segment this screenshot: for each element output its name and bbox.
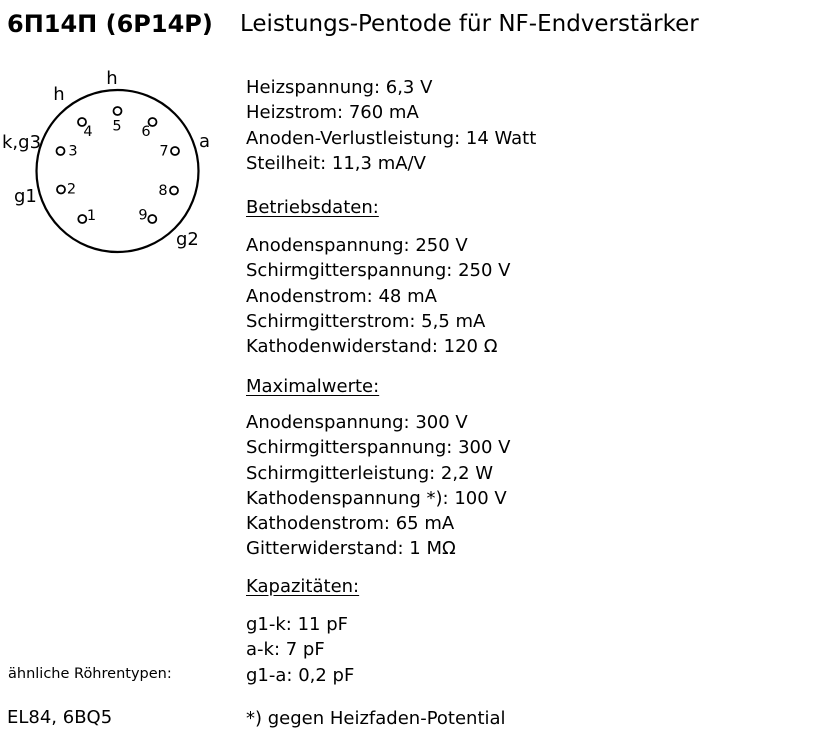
spec-separator: : bbox=[383, 513, 396, 535]
spec-label: Steilheit bbox=[246, 152, 321, 174]
spec-value: 6,3 V bbox=[385, 77, 433, 98]
pin-4-number: 4 bbox=[83, 124, 93, 140]
footnote: *) gegen Heizfaden-Potential bbox=[246, 708, 506, 729]
section-heading-maximalwerte: Maximalwerte: bbox=[246, 376, 380, 397]
spec-value: 5,5 mA bbox=[421, 310, 486, 332]
spec-value: 14 Watt bbox=[465, 127, 537, 149]
betriebsdaten-specs bbox=[246, 233, 510, 359]
spec-separator: : bbox=[397, 538, 410, 560]
spec-row bbox=[246, 410, 510, 435]
general-specs bbox=[246, 75, 536, 176]
pin-8-circle bbox=[170, 187, 178, 195]
spec-label: g1-a bbox=[246, 664, 287, 686]
maximalwerte-specs bbox=[246, 410, 510, 562]
spec-label: Schirmgitterleistung bbox=[246, 462, 430, 484]
pin-7-number: 7 bbox=[159, 143, 169, 160]
spec-row bbox=[246, 284, 510, 309]
pin-label-g1: g1 bbox=[14, 186, 37, 207]
spec-row bbox=[246, 309, 510, 334]
spec-separator: : bbox=[286, 664, 299, 686]
spec-value: 250 V bbox=[415, 235, 468, 256]
spec-value: 120 Ω bbox=[443, 336, 498, 358]
spec-value: 760 mA bbox=[348, 102, 419, 124]
spec-value: 2,2 W bbox=[440, 462, 494, 484]
pin-3-circle bbox=[57, 147, 65, 155]
spec-label: Anoden-Verlustleistung bbox=[246, 127, 455, 149]
spec-value: 11 pF bbox=[297, 614, 348, 635]
kapazitaeten-specs bbox=[246, 612, 354, 688]
pin-2-circle bbox=[57, 186, 65, 194]
spec-separator: : bbox=[446, 260, 459, 282]
spec-label: Gitterwiderstand bbox=[246, 538, 398, 560]
spec-label: Heizstrom bbox=[246, 102, 338, 124]
pin-label-h-top: h bbox=[106, 68, 118, 89]
pin-5-circle bbox=[114, 107, 122, 115]
spec-row bbox=[246, 511, 510, 536]
pin-7-circle bbox=[171, 147, 179, 155]
pin-6-number: 6 bbox=[141, 124, 151, 140]
similar-tubes-label: ähnliche Röhrentypen: bbox=[8, 666, 172, 682]
spec-label: Kathodenspannung *) bbox=[246, 487, 443, 509]
spec-value: 0,2 pF bbox=[298, 664, 355, 686]
spec-row bbox=[246, 75, 536, 100]
spec-row bbox=[246, 663, 354, 688]
spec-label: Schirmgitterstrom bbox=[246, 310, 410, 332]
pin-8-number: 8 bbox=[158, 183, 168, 199]
spec-label: Anodenspannung bbox=[246, 412, 404, 433]
spec-value: 300 V bbox=[415, 412, 468, 433]
spec-label: Kathodenstrom bbox=[246, 513, 384, 535]
spec-value: 100 V bbox=[454, 487, 507, 509]
spec-separator: : bbox=[409, 310, 422, 332]
spec-separator: : bbox=[337, 102, 349, 124]
spec-row bbox=[246, 461, 510, 486]
spec-separator: : bbox=[403, 412, 416, 433]
pin-label-a: a bbox=[199, 131, 211, 152]
spec-row bbox=[246, 637, 354, 662]
pin-1-circle bbox=[78, 215, 86, 223]
spec-label: Heizspannung bbox=[246, 77, 374, 98]
spec-label: Anodenstrom bbox=[246, 285, 367, 307]
spec-value: 7 pF bbox=[285, 639, 325, 661]
spec-separator: : bbox=[320, 152, 332, 174]
spec-separator: : bbox=[454, 127, 466, 149]
spec-separator: : bbox=[373, 77, 386, 98]
spec-row bbox=[246, 536, 510, 561]
pin-1-number: 1 bbox=[86, 208, 97, 224]
spec-separator: : bbox=[366, 285, 379, 307]
pin-9-number: 9 bbox=[138, 207, 148, 224]
spec-label: a-k bbox=[246, 639, 274, 661]
section-heading-kapazitaeten: Kapazitäten: bbox=[246, 576, 360, 597]
spec-row bbox=[246, 435, 510, 460]
spec-label: Schirmgitterspannung bbox=[246, 260, 447, 282]
spec-separator: : bbox=[446, 437, 459, 459]
spec-row bbox=[246, 126, 536, 151]
pin-5-number: 5 bbox=[112, 118, 122, 135]
spec-separator: : bbox=[273, 639, 286, 661]
pin-label-g2: g2 bbox=[176, 229, 199, 250]
page-title: 6П14П (6P14P) bbox=[7, 10, 213, 38]
pin-label-h-upper-left: h bbox=[53, 84, 65, 105]
spec-row bbox=[246, 334, 510, 359]
spec-row bbox=[246, 151, 536, 176]
spec-value: 65 mA bbox=[395, 513, 455, 535]
spec-value: 1 MΩ bbox=[409, 538, 456, 560]
spec-row bbox=[246, 486, 510, 511]
spec-separator: : bbox=[431, 336, 444, 358]
spec-value: 48 mA bbox=[378, 285, 437, 307]
pin-label-k-g3: k,g3 bbox=[2, 132, 42, 153]
similar-tubes-value: EL84, 6BQ5 bbox=[7, 707, 113, 728]
spec-row bbox=[246, 100, 536, 125]
page-subtitle: Leistungs-Pentode für NF-Endverstärker bbox=[240, 11, 699, 37]
section-heading-betriebsdaten: Betriebsdaten: bbox=[246, 197, 379, 218]
pin-9-circle bbox=[148, 215, 156, 223]
spec-separator: : bbox=[285, 614, 298, 635]
spec-separator: : bbox=[403, 235, 416, 256]
spec-label: Kathodenwiderstand bbox=[246, 336, 432, 358]
spec-label: g1-k bbox=[246, 614, 286, 635]
pin-2-number: 2 bbox=[66, 181, 77, 198]
spec-row bbox=[246, 612, 354, 637]
spec-value: 11,3 mA/V bbox=[331, 152, 426, 174]
pin-3-number: 3 bbox=[68, 143, 78, 160]
spec-separator: : bbox=[442, 487, 455, 509]
spec-row bbox=[246, 258, 510, 283]
spec-separator: : bbox=[429, 462, 441, 484]
spec-label: Schirmgitterspannung bbox=[246, 437, 447, 459]
tube-pinout-diagram bbox=[0, 60, 220, 270]
spec-value: 250 V bbox=[458, 260, 511, 282]
spec-value: 300 V bbox=[458, 437, 511, 459]
spec-row bbox=[246, 233, 510, 258]
spec-label: Anodenspannung bbox=[246, 235, 404, 256]
